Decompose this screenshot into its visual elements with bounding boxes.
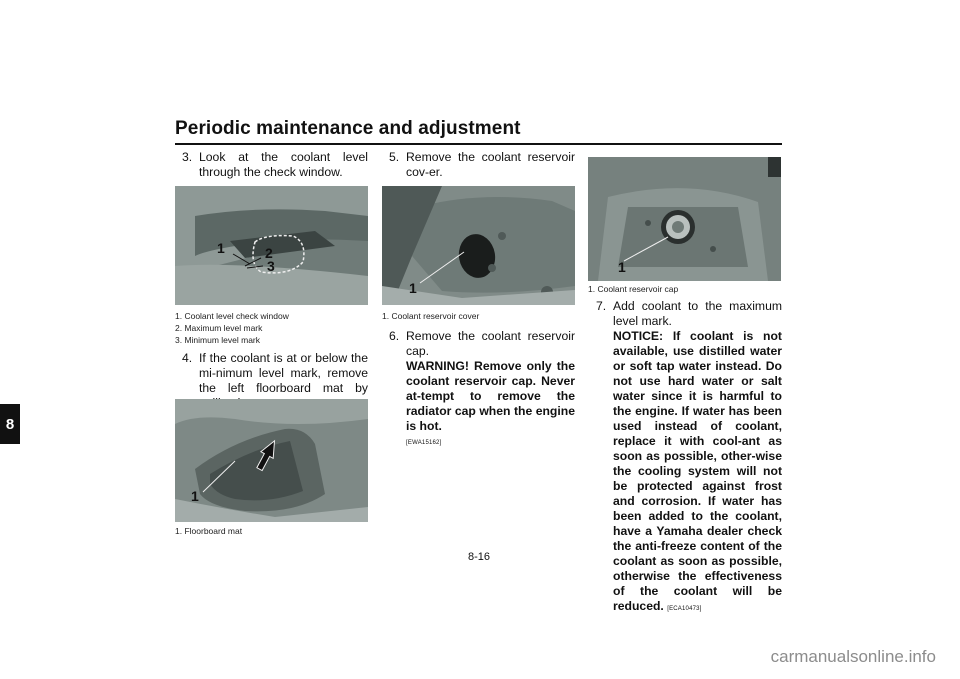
page-number: 8-16 (468, 551, 491, 563)
page-title: Periodic maintenance and adjustment (175, 118, 521, 139)
header-rule (175, 143, 782, 145)
caption-line: 1. Floorboard mat (175, 526, 243, 536)
photo-reservoir-cover (382, 186, 575, 305)
callout-1: 1 (191, 488, 199, 504)
section-tab: 8 (0, 404, 20, 444)
watermark: carmanualsonline.info (770, 647, 936, 666)
step-3 (182, 150, 368, 180)
caption-line: 3. Minimum level mark (175, 335, 261, 345)
notice-body: NOTICE: If coolant is not available, use distilled water or soft tap water instead. Do not use hard water or salt water since it is harmful to the engine. If water has been used instead of coolant, replace it with cool-ant as soon as possible, other-wise the cooling system will not be protected against frost and corrosion. If water has been added to the coolant, have a Yamaha dealer check the anti-freeze content of the coolant as soon as possible, otherwise the effectiveness of the coolant will be reduced. (613, 329, 782, 613)
photo-floorboard-mat (175, 399, 368, 522)
callout-1: 1 (217, 240, 225, 256)
warning-text (389, 359, 575, 451)
step-text: Add coolant to the maximum level mark. (613, 299, 782, 328)
step-number: 7. (596, 299, 607, 313)
figure-caption-1 (175, 310, 368, 346)
step-text: Remove the coolant reservoir cov-er. (406, 150, 575, 179)
step-text: Remove the coolant reservoir cap. (406, 329, 575, 358)
step-text: Look at the coolant level through the check window. (199, 150, 368, 179)
step-7 (596, 299, 782, 617)
warning-body: WARNING! Remove only the coolant reservoir cap. Never at-tempt to remove the radiator cap when the engine is hot. (406, 359, 575, 433)
step-number: 4. (182, 351, 193, 365)
caption-line: 1. Coolant reservoir cap (588, 284, 679, 294)
figure-caption-4 (588, 283, 781, 295)
callout-3: 3 (267, 258, 275, 274)
step-number: 6. (389, 329, 400, 343)
notice-text (596, 329, 782, 617)
caption-line: 2. Maximum level mark (175, 323, 263, 333)
callout-1: 1 (618, 259, 626, 275)
warning-code: [EWA15162] (406, 440, 442, 446)
caption-line: 1. Coolant reservoir cover (382, 311, 480, 321)
step-number: 5. (389, 150, 400, 164)
step-5 (389, 150, 575, 180)
step-text: If the coolant is at or below the mi-nimum level mark, remove the left floorboard mat by (199, 351, 368, 395)
photo-coolant-check-window (175, 186, 368, 305)
step-6 (389, 329, 575, 451)
step-number: 3. (182, 150, 193, 164)
notice-code: [ECA10473] (667, 606, 702, 612)
caption-line: 1. Coolant level check window (175, 311, 289, 321)
figure-caption-2 (175, 525, 368, 537)
callout-2: 2 (265, 245, 273, 261)
callout-1: 1 (409, 280, 417, 296)
photo-reservoir-cap (588, 157, 781, 281)
figure-caption-3 (382, 310, 575, 322)
